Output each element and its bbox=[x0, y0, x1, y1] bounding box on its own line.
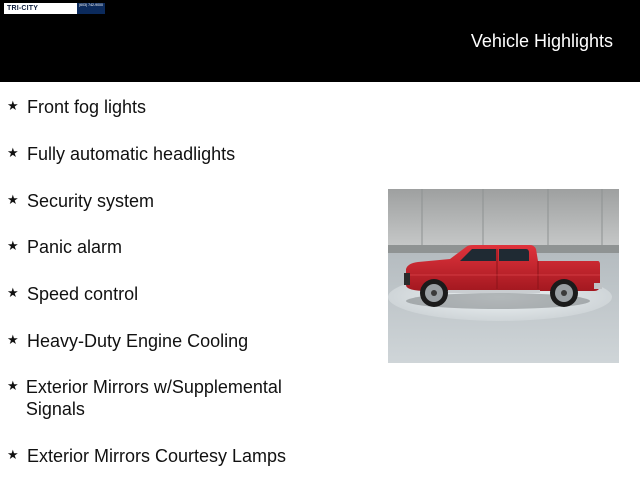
list-item bbox=[7, 283, 327, 305]
list-item bbox=[7, 96, 327, 118]
star-icon: ★ bbox=[7, 447, 19, 462]
feature-label: Security system bbox=[27, 191, 155, 211]
feature-label: Speed control bbox=[27, 284, 139, 304]
list-item bbox=[7, 236, 327, 258]
logo-subtext: (603) 742-9000 bbox=[77, 3, 105, 14]
feature-label: Exterior Mirrors Courtesy Lamps bbox=[27, 446, 287, 466]
header-bar bbox=[0, 0, 640, 82]
page-title: Vehicle Highlights bbox=[470, 31, 613, 51]
feature-label: Heavy-Duty Engine Cooling bbox=[27, 331, 249, 351]
logo-text: TRI-CITY bbox=[4, 3, 77, 14]
truck-illustration bbox=[388, 189, 619, 363]
star-icon: ★ bbox=[7, 98, 19, 113]
star-icon: ★ bbox=[7, 332, 19, 347]
star-icon: ★ bbox=[7, 145, 19, 160]
dealer-logo[interactable] bbox=[4, 3, 105, 14]
list-item bbox=[7, 190, 327, 212]
star-icon: ★ bbox=[7, 285, 19, 300]
list-item bbox=[7, 445, 327, 467]
star-icon: ★ bbox=[7, 378, 19, 393]
vehicle-photo[interactable] bbox=[388, 189, 619, 363]
list-item bbox=[7, 376, 327, 420]
feature-label: Panic alarm bbox=[27, 237, 123, 257]
star-icon: ★ bbox=[7, 238, 19, 253]
list-item bbox=[7, 143, 327, 165]
star-icon: ★ bbox=[7, 192, 19, 207]
feature-label: Front fog lights bbox=[27, 97, 147, 117]
feature-label: Fully automatic headlights bbox=[27, 144, 236, 164]
list-item bbox=[7, 330, 327, 352]
feature-label: Exterior Mirrors w/Supplemental Signals bbox=[25, 377, 282, 419]
